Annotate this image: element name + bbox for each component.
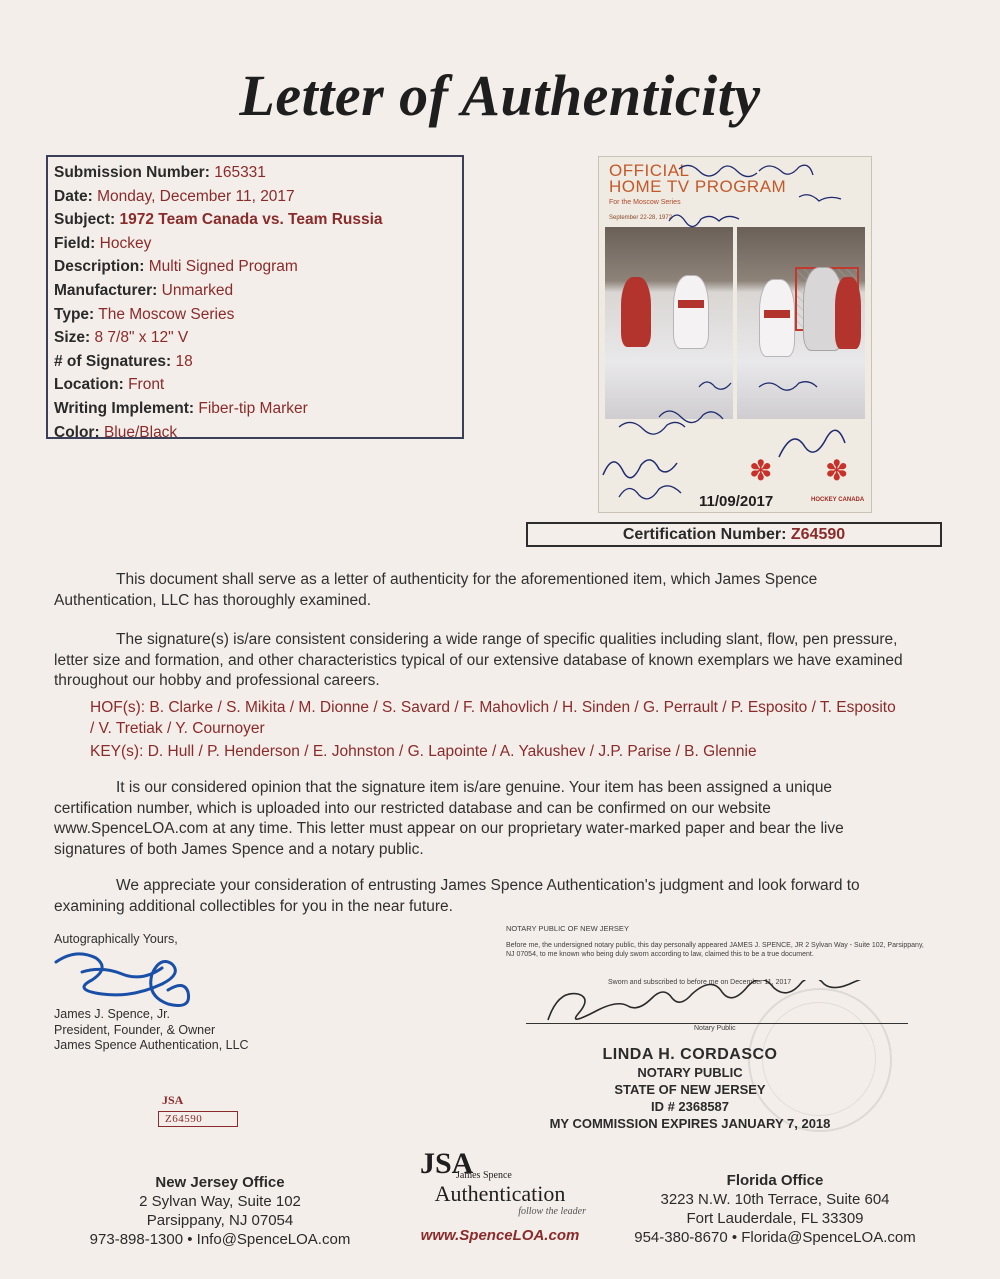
sticker-number: Z64590 xyxy=(158,1111,238,1127)
nj-office-address2: Parsippany, NJ 07054 xyxy=(146,1212,294,1229)
info-row xyxy=(54,373,456,397)
info-value: Multi Signed Program xyxy=(148,258,298,276)
info-label: Manufacturer: xyxy=(54,281,158,299)
notary-statement: Before me, the undersigned notary public, this day personally appeared JAMES J. SPENCE, JR 2 Sylvan Way - Suite 102, Parsippany, NJ 07054, to me known who being duly sworn according to law, claimed this to be a true document. xyxy=(506,942,924,958)
fl-office-address2: Fort Lauderdale, FL 33309 xyxy=(686,1210,864,1227)
notary-signature-line xyxy=(526,1023,908,1024)
new-jersey-office xyxy=(60,1173,380,1249)
info-row xyxy=(54,161,456,185)
florida-office xyxy=(600,1171,950,1247)
info-row xyxy=(54,255,456,279)
paragraph-intro xyxy=(54,570,914,611)
paragraph-analysis xyxy=(54,630,914,692)
info-label: # of Signatures: xyxy=(54,352,172,370)
notary-state: STATE OF NEW JERSEY xyxy=(614,1082,766,1097)
info-label: Date: xyxy=(54,187,93,205)
program-dates: September 22-28, 1972 xyxy=(609,215,673,221)
paragraph-opinion-text: It is our considered opinion that the signature item is/are genuine. Your item has been assigned a unique certification number, which is uploaded into our restricted database and can be confirmed on our website www.SpenceLOA.com at any time. This letter must appear on our proprietary water-marked paper and bear the live signatures of both James Spence and a notary public. xyxy=(54,779,844,858)
signatory-name: James J. Spence, Jr. xyxy=(54,1007,171,1021)
info-value: Unmarked xyxy=(161,281,234,299)
logo-name: James Spence xyxy=(456,1170,512,1181)
info-label: Location: xyxy=(54,376,124,394)
logo-jsa: JSA xyxy=(420,1147,474,1180)
info-value: 1972 Team Canada vs. Team Russia xyxy=(119,211,383,229)
program-footer: HOCKEY CANADA xyxy=(811,497,865,503)
james-spence-signature xyxy=(52,942,192,1010)
hof-signers: HOF(s): B. Clarke / S. Mikita / M. Dionne / S. Savard / F. Mahovlich / H. Sinden / G. Perrault / P. Esposito / T. Esposito / V. Tretiak / Y. Cournoyer xyxy=(90,699,896,737)
info-row xyxy=(54,326,456,350)
paragraph-analysis-text: The signature(s) is/are consistent considering a wide range of specific qualities including slant, flow, pen pressure, letter size and formation, and other characteristics typical of our extensive database of known exemplars we have examined throughout our hobby and professional careers. xyxy=(54,631,903,689)
notary-title: NOTARY PUBLIC xyxy=(637,1065,743,1080)
info-value: Monday, December 11, 2017 xyxy=(97,187,295,205)
jsa-hologram-sticker xyxy=(158,1093,238,1135)
signatory-company: James Spence Authentication, LLC xyxy=(54,1038,249,1052)
info-row xyxy=(54,185,456,209)
item-details-box xyxy=(46,155,464,439)
paragraph-opinion xyxy=(54,778,914,860)
notary-stamp xyxy=(540,1045,840,1132)
page-title: Letter of Authenticity xyxy=(239,63,761,128)
maple-leaf-icon: ✽ xyxy=(749,455,773,486)
key-signers: KEY(s): D. Hull / P. Henderson / E. Johnston / G. Lapointe / A. Yakushev / J.P. Parise / B. Glennie xyxy=(90,743,757,760)
nj-office-heading: New Jersey Office xyxy=(155,1174,285,1191)
info-row xyxy=(54,279,456,303)
notary-expiry: MY COMMISSION EXPIRES JANUARY 7, 2018 xyxy=(549,1116,831,1131)
signed-program-photo xyxy=(598,156,872,513)
program-subtitle: For the Moscow Series xyxy=(609,199,681,206)
info-value: The Moscow Series xyxy=(98,305,235,323)
info-label: Subject: xyxy=(54,211,116,229)
notary-id: ID # 2368587 xyxy=(650,1099,730,1114)
info-value: Front xyxy=(128,376,165,394)
info-value: 8 7/8" x 12" V xyxy=(94,329,189,347)
info-label: Field: xyxy=(54,234,96,252)
info-label: Description: xyxy=(54,258,145,276)
info-value: 18 xyxy=(175,352,193,370)
fl-office-contact: 954-380-8670 • Florida@SpenceLOA.com xyxy=(634,1229,916,1246)
info-label: Submission Number: xyxy=(54,164,210,181)
nj-office-address1: 2 Sylvan Way, Suite 102 xyxy=(139,1193,301,1210)
info-row xyxy=(54,208,456,232)
info-label: Color: xyxy=(54,423,100,441)
notary-name: LINDA H. CORDASCO xyxy=(602,1046,778,1063)
website-link[interactable]: www.SpenceLOA.com xyxy=(420,1227,580,1244)
sticker-brand: JSA xyxy=(162,1093,184,1107)
maple-leaf-icon: ✽ xyxy=(825,455,849,486)
logo-tagline: follow the leader xyxy=(518,1206,586,1217)
certification-number: Z64590 xyxy=(790,526,846,543)
autographs xyxy=(599,157,871,512)
info-row xyxy=(54,421,456,445)
paragraph-closing xyxy=(54,876,914,917)
signatory-block xyxy=(54,1007,249,1054)
certification-number-box xyxy=(526,522,942,547)
program-line1: OFFICIAL xyxy=(609,161,690,180)
nj-office-contact: 973-898-1300 • Info@SpenceLOA.com xyxy=(89,1231,351,1248)
info-value: Hockey xyxy=(99,234,152,252)
info-label: Type: xyxy=(54,305,95,323)
info-row xyxy=(54,397,456,421)
info-value: 165331 xyxy=(214,164,266,181)
notary-caption: Notary Public xyxy=(694,1025,736,1032)
paragraph-closing-text: We appreciate your consideration of entrusting James Spence Authentication's judgment and look forward to examining additional collectibles for you in the near future. xyxy=(54,877,860,915)
info-row xyxy=(54,303,456,327)
info-value: Blue/Black xyxy=(103,423,178,441)
fl-office-heading: Florida Office xyxy=(726,1172,824,1189)
info-row xyxy=(54,232,456,256)
notary-header: NOTARY PUBLIC OF NEW JERSEY xyxy=(506,924,629,933)
jsa-logo xyxy=(400,1147,600,1244)
logo-authentication: Authentication xyxy=(434,1181,566,1206)
info-label: Writing Implement: xyxy=(54,399,195,417)
fl-office-address1: 3223 N.W. 10th Terrace, Suite 604 xyxy=(660,1191,890,1208)
closing-salutation: Autographically Yours, xyxy=(54,932,178,946)
info-value: Fiber-tip Marker xyxy=(198,399,308,417)
notary-sworn-line: Sworn and subscribed to before me on December 11, 2017 xyxy=(608,979,792,986)
certification-label: Certification Number: xyxy=(622,526,787,543)
signatory-role: President, Founder, & Owner xyxy=(54,1022,216,1037)
program-stamp-date: 11/09/2017 xyxy=(699,493,774,510)
info-label: Size: xyxy=(54,329,91,347)
info-row xyxy=(54,350,456,374)
program-line2: HOME TV PROGRAM xyxy=(609,177,787,196)
paragraph-intro-text: This document shall serve as a letter of authenticity for the aforementioned item, which James Spence Authentication, LLC has thoroughly examined. xyxy=(54,571,818,609)
